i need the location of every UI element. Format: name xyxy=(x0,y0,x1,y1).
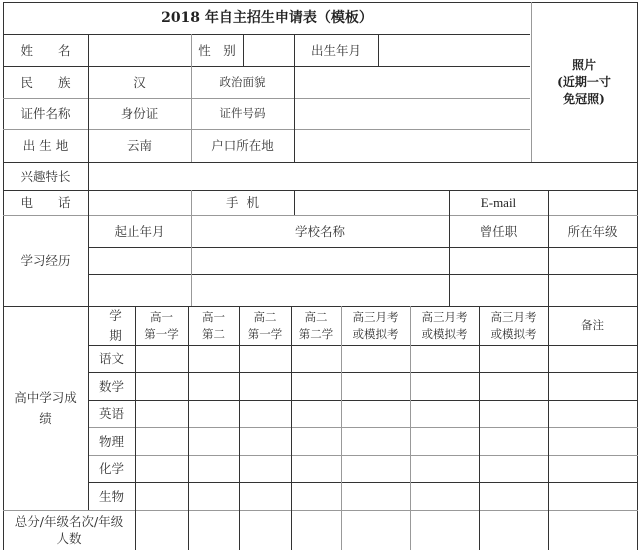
grades-section-label-line2: 绩 xyxy=(39,411,52,426)
ethnicity-field[interactable]: 汉 xyxy=(133,74,146,90)
col-header-line2: 第一学 xyxy=(144,326,179,341)
id-number-label: 证件号码 xyxy=(219,106,266,120)
total-rank-label-line2: 人数 xyxy=(56,531,82,546)
term-header-line2: 期 xyxy=(109,328,122,343)
education-header-grade: 所在年级 xyxy=(567,223,618,239)
subject-label: 化学 xyxy=(98,461,124,476)
subject-label: 英语 xyxy=(98,406,124,421)
mobile-label: 手 机 xyxy=(226,195,259,210)
col-header-line2: 或模拟考 xyxy=(490,326,537,341)
hobby-label: 兴趣特长 xyxy=(20,168,71,184)
education-header-period: 起止年月 xyxy=(114,223,165,239)
phone-label: 电 话 xyxy=(20,195,71,210)
col-header-line1: 高三月考 xyxy=(490,309,537,324)
grades-section-label-line1: 高中学习成 xyxy=(14,390,77,405)
education-row-1-grade[interactable] xyxy=(548,247,637,274)
birth-date-field[interactable] xyxy=(378,34,531,66)
grades-col-header xyxy=(135,306,188,345)
grades-col-header xyxy=(239,306,291,345)
grades-col-header xyxy=(410,306,479,345)
birthplace-field[interactable]: 云南 xyxy=(126,138,152,153)
subject-label: 语文 xyxy=(98,351,124,366)
subject-label: 生物 xyxy=(98,488,124,504)
col-header-line2: 第二 xyxy=(202,326,225,341)
education-row-2-grade[interactable] xyxy=(548,274,637,306)
subject-label: 数学 xyxy=(98,378,124,394)
photo-label: 照片 xyxy=(571,57,596,72)
col-header-line2: 第二学 xyxy=(298,326,334,341)
col-header-line1: 高三月考 xyxy=(352,309,399,324)
email-field[interactable] xyxy=(548,190,637,215)
col-header-line1: 高三月考 xyxy=(421,309,468,324)
education-header-position: 曾任职 xyxy=(479,223,518,239)
name-label: 姓 名 xyxy=(20,42,71,58)
name-field[interactable] xyxy=(88,34,191,66)
hukou-label: 户口所在地 xyxy=(211,138,274,153)
col-header-line1: 高一 xyxy=(202,309,225,324)
email-label: E-mail xyxy=(480,195,517,210)
form-title: 2018 年自主招生申请表（模板） xyxy=(161,9,373,26)
hukou-field[interactable] xyxy=(294,129,531,162)
total-rank-label-line1: 总分/年级名次/年级 xyxy=(14,514,124,529)
id-type-label: 证件名称 xyxy=(20,106,71,121)
col-header-line1: 高二 xyxy=(253,309,277,324)
grades-col-header xyxy=(479,306,548,345)
education-row-1-period[interactable] xyxy=(88,247,191,274)
education-row-2-period[interactable] xyxy=(88,274,191,306)
phone-field[interactable] xyxy=(88,190,191,215)
education-row-1-position[interactable] xyxy=(449,247,548,274)
id-number-field[interactable] xyxy=(294,98,531,129)
gender-label: 性 别 xyxy=(198,42,236,58)
birth-date-label: 出生年月 xyxy=(310,42,361,58)
education-header-school: 学校名称 xyxy=(294,223,345,239)
photo-note-1: (近期一寸 xyxy=(557,74,611,89)
political-status-label: 政治面貌 xyxy=(219,74,266,89)
photo-note-2: 免冠照) xyxy=(563,91,605,106)
grades-col-header xyxy=(188,306,239,345)
education-row-1-school[interactable] xyxy=(191,247,449,274)
gender-field[interactable] xyxy=(243,34,294,66)
col-header-line1: 高二 xyxy=(304,309,328,324)
political-status-field[interactable] xyxy=(294,66,531,98)
grades-section-label xyxy=(3,306,88,510)
term-header xyxy=(88,306,135,345)
grades-input-grid[interactable] xyxy=(135,345,637,550)
subject-label: 物理 xyxy=(98,433,124,449)
education-row-2-school[interactable] xyxy=(191,274,449,306)
photo-placeholder[interactable] xyxy=(531,2,637,162)
grades-col-header xyxy=(291,306,341,345)
education-section-label: 学习经历 xyxy=(20,253,71,268)
border-right xyxy=(637,2,638,550)
term-header-line1: 学 xyxy=(109,308,122,323)
col-header-line2: 或模拟考 xyxy=(352,326,399,341)
ethnicity-label: 民 族 xyxy=(20,74,71,90)
col-header-line2: 第一学 xyxy=(247,326,283,341)
education-row-2-position[interactable] xyxy=(449,274,548,306)
col-header-line1: 高一 xyxy=(150,309,173,324)
mobile-field[interactable] xyxy=(294,190,449,215)
col-header-line2: 或模拟考 xyxy=(421,326,468,341)
hobby-field[interactable] xyxy=(88,162,637,190)
id-type-field[interactable]: 身份证 xyxy=(120,106,159,121)
grades-col-header-remarks: 备注 xyxy=(581,318,604,332)
total-rank-label xyxy=(3,510,135,550)
grades-col-header xyxy=(341,306,410,345)
birthplace-label: 出 生 地 xyxy=(22,138,69,153)
